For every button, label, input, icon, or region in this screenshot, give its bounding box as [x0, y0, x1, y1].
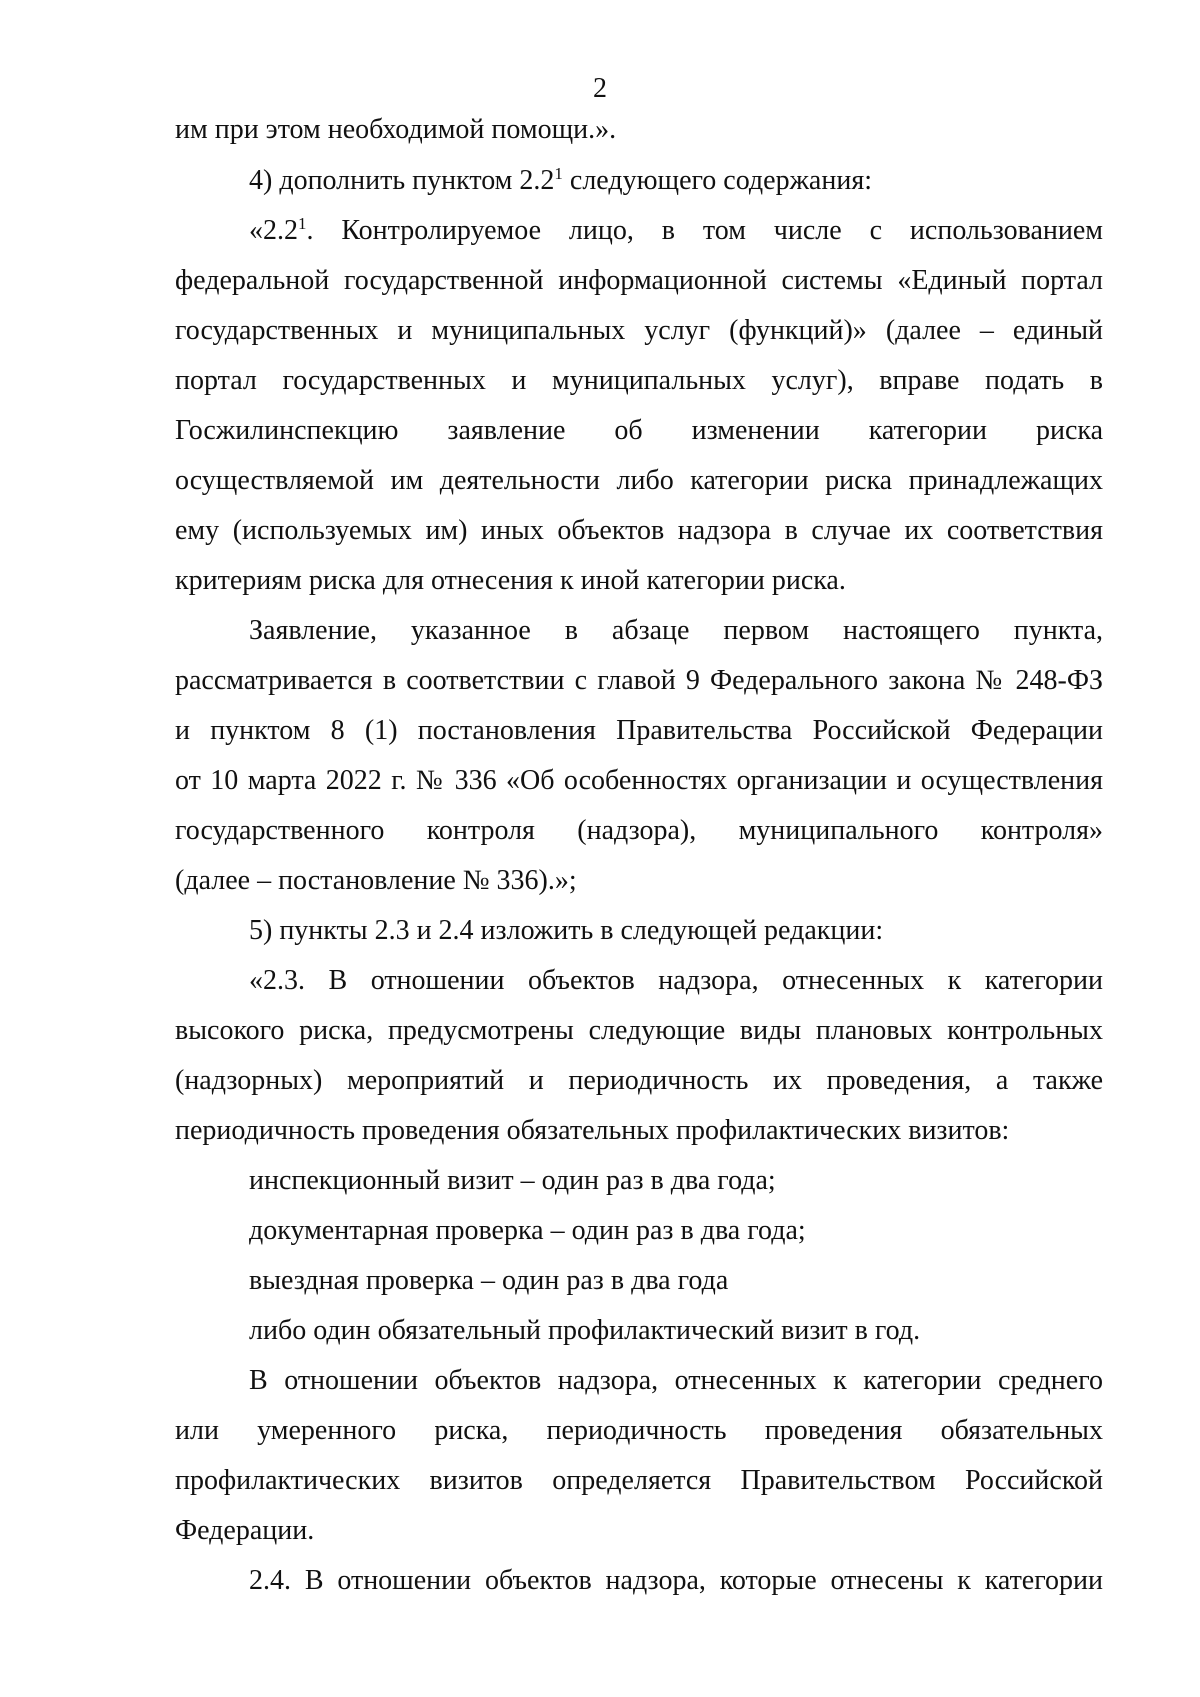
text-line: В отношении объектов надзора, отнесенных к категории среднего [249, 1365, 1103, 1396]
text-line: 2.4. В отношении объектов надзора, которые отнесены к категории [249, 1565, 1103, 1596]
page-number: 2 [593, 73, 607, 104]
text-line: Федерации. [175, 1515, 315, 1546]
text-line: им при этом необходимой помощи.». [175, 114, 617, 145]
text-line: Заявление, указанное в абзаце первом настоящего пункта, [249, 615, 1103, 646]
text-line: (надзорных) мероприятий и периодичность их проведения, а также [175, 1065, 1103, 1096]
text-line: рассматривается в соответствии с главой 9 Федерального закона № 248-ФЗ [175, 665, 1103, 696]
text-line: критериям риска для отнесения к иной категории риска. [175, 565, 846, 596]
text-line: периодичность проведения обязательных профилактических визитов: [175, 1115, 1010, 1146]
superscript-one: 1 [298, 214, 307, 233]
text-line: документарная проверка – один раз в два года; [249, 1215, 806, 1246]
text-line: инспекционный визит – один раз в два года; [249, 1165, 776, 1196]
superscript-one: 1 [554, 164, 563, 183]
text-line: государственного контроля (надзора), муниципального контроля» [175, 815, 1103, 846]
text-line: портал государственных и муниципальных услуг), вправе подать в [175, 365, 1103, 396]
text-line: 5) пункты 2.3 и 2.4 изложить в следующей редакции: [249, 915, 884, 946]
text-line: или умеренного риска, периодичность проведения обязательных [175, 1415, 1103, 1446]
text-line: государственных и муниципальных услуг (функций)» (далее – единый [175, 315, 1103, 346]
text-line: федеральной государственной информационной системы «Единый портал [175, 265, 1103, 296]
text-line: выездная проверка – один раз в два года [249, 1265, 729, 1296]
text-line: осуществляемой им деятельности либо категории риска принадлежащих [175, 465, 1103, 496]
text-line: от 10 марта 2022 г. № 336 «Об особенностях организации и осуществления [175, 765, 1103, 796]
text-line: либо один обязательный профилактический визит в год. [249, 1315, 921, 1346]
text-line: высокого риска, предусмотрены следующие виды плановых контрольных [175, 1015, 1103, 1046]
text-line: 4) дополнить пунктом $2.2^1$ следующего содержания: [249, 164, 872, 196]
text-line: ему (используемых им) иных объектов надзора в случае их соответствия [175, 515, 1103, 546]
text-line: Госжилинспекцию заявление об изменении категории риска [175, 415, 1103, 446]
text-line: профилактических визитов определяется Правительством Российской [175, 1465, 1103, 1496]
text-line: «2.3. В отношении объектов надзора, отнесенных к категории [249, 965, 1103, 996]
text-line: и пунктом 8 (1) постановления Правительства Российской Федерации [175, 715, 1103, 746]
text-line: (далее – постановление № 336).»; [175, 865, 577, 896]
text-line: «$2.2^1$. Контролируемое лицо, в том числе с использованием [249, 214, 1103, 246]
